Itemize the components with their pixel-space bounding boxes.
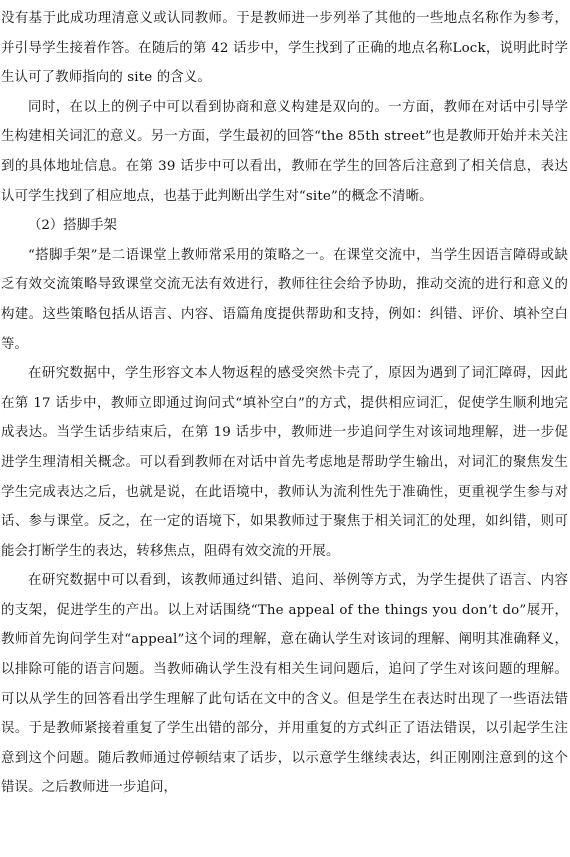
body-paragraph-1: 没有基于此成功理清意义或认同教师。于是教师进一步列举了其他的一些地点名称作为参考，并引导学生接着作答。在随后的第 42 话步中，学生找到了正确的地点名称Lock，说明此时学生认可了教师指向的 site 的含义。 — [1, 11, 568, 86]
body-paragraph-5: 在研究数据中可以看到，该教师通过纠错、追问、举例等方式，为学生提供了语言、内容的支架，促进学生的产出。以上对话围绕“The appeal of the things you don’t do”展开，教师首先询问学生对“appeal”这个词的理解，意在确认学生对该词的理解、阐明其准确释义，以排除可能的语言问题。当教师确认学生没有相关生词问题后，追问了学生对该问题的理解。可以从学生的回答看出学生理解了此句话在文中的含义。但是学生在表达时出现了一些语法错误。于是教师紧接着重复了学生出错的部分，并用重复的方式纠正了语法错误，以引起学生注意到这个问题。随后教师通过停顿结束了话步，以示意学生继续表达，纠正刚刚注意到的这个错误。之后教师进一步追问， — [1, 573, 568, 796]
body-paragraph-3: “搭脚手架”是二语课堂上教师常采用的策略之一。在课堂交流中，当学生因语言障碍或缺乏有效交流策略导致课堂交流无法有效进行，教师往往会给予协助，推动交流的进行和意义的构建。这些策略包括从语言、内容、语篇角度提供帮助和支持，例如：纠错、评价、填补空白等。 — [1, 247, 568, 352]
section-heading-scaffolding: （2）搭脚手架 — [28, 218, 117, 234]
body-paragraph-2: 同时，在以上的例子中可以看到协商和意义构建是双向的。一方面，教师在对话中引导学生构建相关词汇的意义。另一方面，学生最初的回答“the 85th street”也是教师开始并未关注到的具体地址信息。在第 39 话步中可以看出，教师在学生的回答后注意到了相关信息，表达认可学生找到了相应地点，也基于此判断出学生对“site”的概念不清晰。 — [1, 99, 568, 204]
body-paragraph-4: 在研究数据中，学生形容文本人物返程的感受突然卡壳了，原因为遇到了词汇障碍，因此在第 17 话步中，教师立即通过询问式“填补空白”的方式，提供相应词汇，促使学生顺利地完成表达。当学生话步结束后，在第 19 话步中，教师进一步追问学生对该词地理解，进一步促进学生理清相关概念。可以看到教师在对话中首先考虑地是帮助学生输出，对词汇的聚焦发生学生完成表达之后，也就是说，在此语境中，教师认为流利性先于准确性，更重视学生参与对话、参与课堂。反之，在一定的语境下，如果教师过于聚焦于相关词汇的处理，如纠错，则可能会打断学生的表达，转移焦点，阻碍有效交流的开展。 — [1, 366, 568, 559]
